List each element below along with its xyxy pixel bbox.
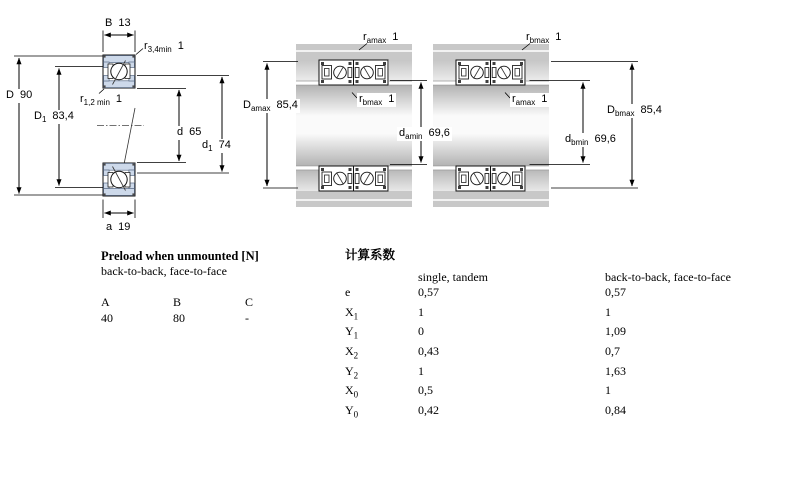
factor-symbol: $Y_2$ <box>345 363 359 380</box>
preload-column <box>101 295 173 325</box>
preload-subtitle: back-to-back, face-to-face <box>101 264 227 278</box>
dim-label-r34min: $r_{3,4min}$ 1 <box>144 40 184 55</box>
preload-value: 40 <box>101 311 113 325</box>
preload-column-header: B <box>173 295 182 309</box>
factor-symbol: $X_0$ <box>345 383 359 400</box>
preload-title: Preload when unmounted [N] <box>101 249 259 263</box>
dim-label-D1: $D_1$ 83,4 <box>34 110 74 125</box>
dim-label-Damax: $D_{amax}$ 85,4 <box>243 99 298 114</box>
dim-label-rbmax-top: $r_{bmax}$ 1 <box>526 31 562 46</box>
dim-label-a: a 19 <box>106 221 131 233</box>
factors-col2-header: back-to-back, face-to-face <box>605 270 731 284</box>
factors-row <box>345 324 731 344</box>
dim-label-dbmin: $d_{bmin}$ 69,6 <box>565 133 616 148</box>
factor-value-single-tandem: 0,5 <box>418 383 433 398</box>
dim-label-Dbmax: $D_{bmax}$ 85,4 <box>607 104 662 119</box>
factor-value-single-tandem: 1 <box>418 363 424 378</box>
factor-value-single-tandem: 0 <box>418 324 424 339</box>
factors-title: 计算系数 <box>345 248 396 262</box>
factor-value-single-tandem: 0,42 <box>418 402 439 417</box>
factors-row <box>345 403 731 423</box>
dim-label-rbmax-inner: $r_{bmax}$ 1 <box>359 93 395 108</box>
bearing-cross-section-diagram <box>14 31 229 219</box>
factors-header-spacer <box>345 270 418 285</box>
dim-label-damin: $d_{amin}$ 69,6 <box>399 127 450 142</box>
preload-value: - <box>245 311 249 325</box>
preload-column-header: A <box>101 295 110 309</box>
dim-label-ramax-top: $r_{amax}$ 1 <box>363 31 399 46</box>
dim-label-r12min: $r_{1,2 min}$ 1 <box>80 93 123 108</box>
factors-header-row <box>345 270 731 285</box>
factor-value-back-to-back: 1 <box>605 383 611 398</box>
factors-row <box>345 305 731 325</box>
preload-column-header: C <box>245 295 254 309</box>
arrangement-b-diagram <box>433 44 638 208</box>
factor-symbol: $Y_0$ <box>345 402 359 420</box>
factor-value-single-tandem: 0,43 <box>418 343 439 358</box>
factor-value-single-tandem: 0,57 <box>418 285 439 300</box>
factor-symbol: $X_2$ <box>345 343 359 361</box>
factor-value-back-to-back: 1,63 <box>605 363 626 378</box>
factor-symbol: e <box>345 285 351 300</box>
factor-value-single-tandem: 1 <box>418 304 424 319</box>
factors-row <box>345 364 731 384</box>
factors-section <box>345 248 731 422</box>
factors-row <box>345 285 731 305</box>
factor-value-back-to-back: 0,84 <box>605 402 626 417</box>
factor-value-back-to-back: 0,7 <box>605 343 620 358</box>
preload-table <box>101 295 317 325</box>
factor-value-back-to-back: 0,57 <box>605 285 626 300</box>
factor-symbol: $Y_1$ <box>345 324 359 341</box>
factors-table <box>345 270 731 422</box>
factors-rows <box>345 285 731 422</box>
preload-value: 80 <box>173 311 185 325</box>
preload-column <box>173 295 245 325</box>
dim-label-B: B 13 <box>105 17 131 29</box>
arrangement-a-diagram <box>263 44 427 208</box>
dim-label-d: d 65 <box>175 126 203 140</box>
dim-label-ramax-inner: $r_{amax}$ 1 <box>512 93 548 108</box>
factor-value-back-to-back: 1 <box>605 304 611 319</box>
factor-value-back-to-back: 1,09 <box>605 324 626 339</box>
preload-column <box>245 295 317 325</box>
dim-label-D: D 90 <box>4 89 34 103</box>
factors-row <box>345 344 731 364</box>
factor-symbol: $X_1$ <box>345 304 359 322</box>
dim-label-d1: $d_1$ 74 <box>202 139 231 154</box>
factors-row <box>345 383 731 403</box>
preload-section <box>101 249 317 325</box>
factors-col1-header: single, tandem <box>418 270 488 284</box>
